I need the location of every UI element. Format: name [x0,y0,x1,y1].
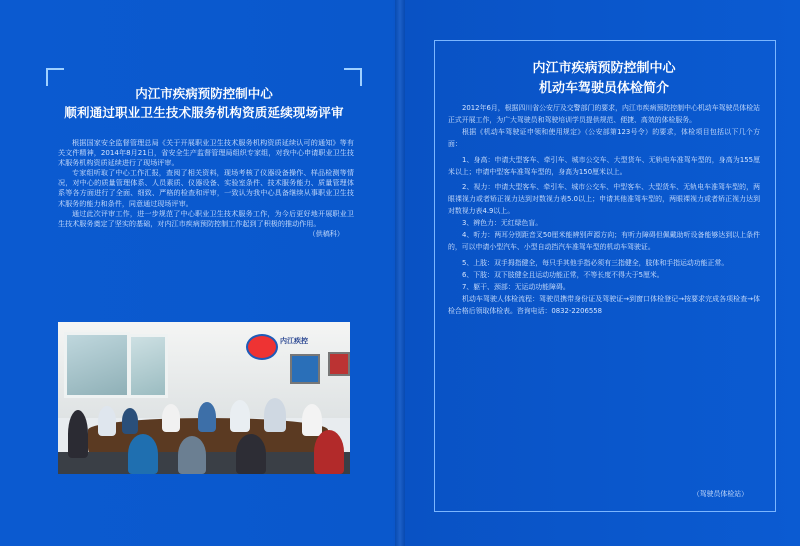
right-paragraph: 5、上肢：双手拇指健全，每只手其他手指必须有三指健全，肢体和手指运动功能正常。 [462,258,729,267]
wall-frame [328,352,350,376]
person [122,408,138,434]
right-paragraph: 2、视力：申请大型客车、牵引车、城市公交车、中型客车、大型货车、无轨电车准驾车型的，两眼裸视力或者矫正视力达到对数视力表5.0以上；申请其他准驾车型的，两眼裸视力或者矫正视力达到对数视力表4.9以上。 [448,183,760,216]
person [314,430,344,474]
right-paragraph: 7、躯干、颈部：无运动功能障碍。 [462,282,570,291]
right-title-line2: 机动车驾驶员体检简介 [538,81,669,96]
right-signature: （驾驶员体检站） [692,490,748,498]
right-title-line1: 内江市疾病预防控制中心 [532,61,676,76]
right-paragraph: 3、辨色力：无红绿色盲。 [462,219,543,228]
left-paragraph: 通过此次评审工作，进一步规范了中心职业卫生技术服务工作，为今后更好地开展职业卫生技术服务奠定了坚实的基础，对内江市疾病预防控制工作起到了积极的推动作用。 [58,208,354,228]
right-paragraph: 根据《机动车驾驶证申领和使用规定》（公安部第123号令）的要求，体检项目包括以下几个方面： [448,127,760,148]
left-title-line2: 顺利通过职业卫生技术服务机构资质延续现场评审 [64,105,344,120]
cdc-logo-icon [246,334,278,360]
right-title [434,60,774,100]
person [264,398,286,432]
left-paragraph: 专家组听取了中心工作汇报，查阅了相关资料，现场考核了仪器设备操作、样品检测等情况，对中心的质量管理体系、人员素质、仪器设备、实验室条件、技术服务能力、质量管理体系等各方面进行了全面、细致、严格的检查和评审，一致认为我中心具备继续从事职业卫生技术服务的能力和条件，同意通过现场评审。 [58,168,354,208]
person [178,436,206,474]
left-signature: （供稿科） [308,228,344,238]
person [98,406,116,436]
person [128,434,158,474]
left-paragraph: 根据国家安全监督管理总局《关于开展职业卫生技术服务机构资质延续认可的通知》等有关文件精神，2014年8月21日，省安全生产监督管理局组织专家组，对我中心申请职业卫生技术服务机构资质延续进行了现场评审。 [58,138,354,168]
person [198,402,216,432]
right-paragraph: 机动车驾驶人体检流程：驾驶员携带身份证及驾驶证→到窗口体检登记→按要求完成各项检查→体检合格后领取体检表。咨询电话：0832-2206558 [448,294,760,315]
window [128,334,168,398]
right-paragraph: 4、听力：两耳分别距音叉50厘米能辨别声源方向；有听力障碍但佩戴助听设备能够达到以上条件的，可以申请小型汽车、小型自动挡汽车准驾车型的机动车驾驶证。 [448,231,760,251]
person [236,434,266,474]
right-article-body [448,103,760,317]
right-paragraph: 6、下肢：双下肢健全且运动功能正常，不等长度不得大于5厘米。 [462,270,664,279]
right-paragraph: 2012年6月，根据四川省公安厅及交警部门的要求，内江市疾病预防控制中心机动车驾驶员体检站正式开展工作，为广大驾驶员和驾驶培训学员提供规范、便捷、高效的体检服务。 [448,104,760,124]
left-title-box [46,68,362,124]
left-article-body [58,138,354,239]
person [230,400,250,432]
person [302,404,322,436]
photo-logo-text: 内江疾控 [280,337,308,345]
meeting-photo [58,322,350,474]
wall-frame [290,354,320,384]
window [64,332,130,398]
person [162,404,180,432]
person [68,410,88,458]
left-title-line1: 内江市疾病预防控制中心 [135,86,273,101]
right-paragraph: 1、身高：申请大型客车、牵引车、城市公交车、大型货车、无轨电车准驾车型的，身高为155厘米以上；申请中型客车准驾车型的，身高为150厘米以上。 [448,155,760,176]
